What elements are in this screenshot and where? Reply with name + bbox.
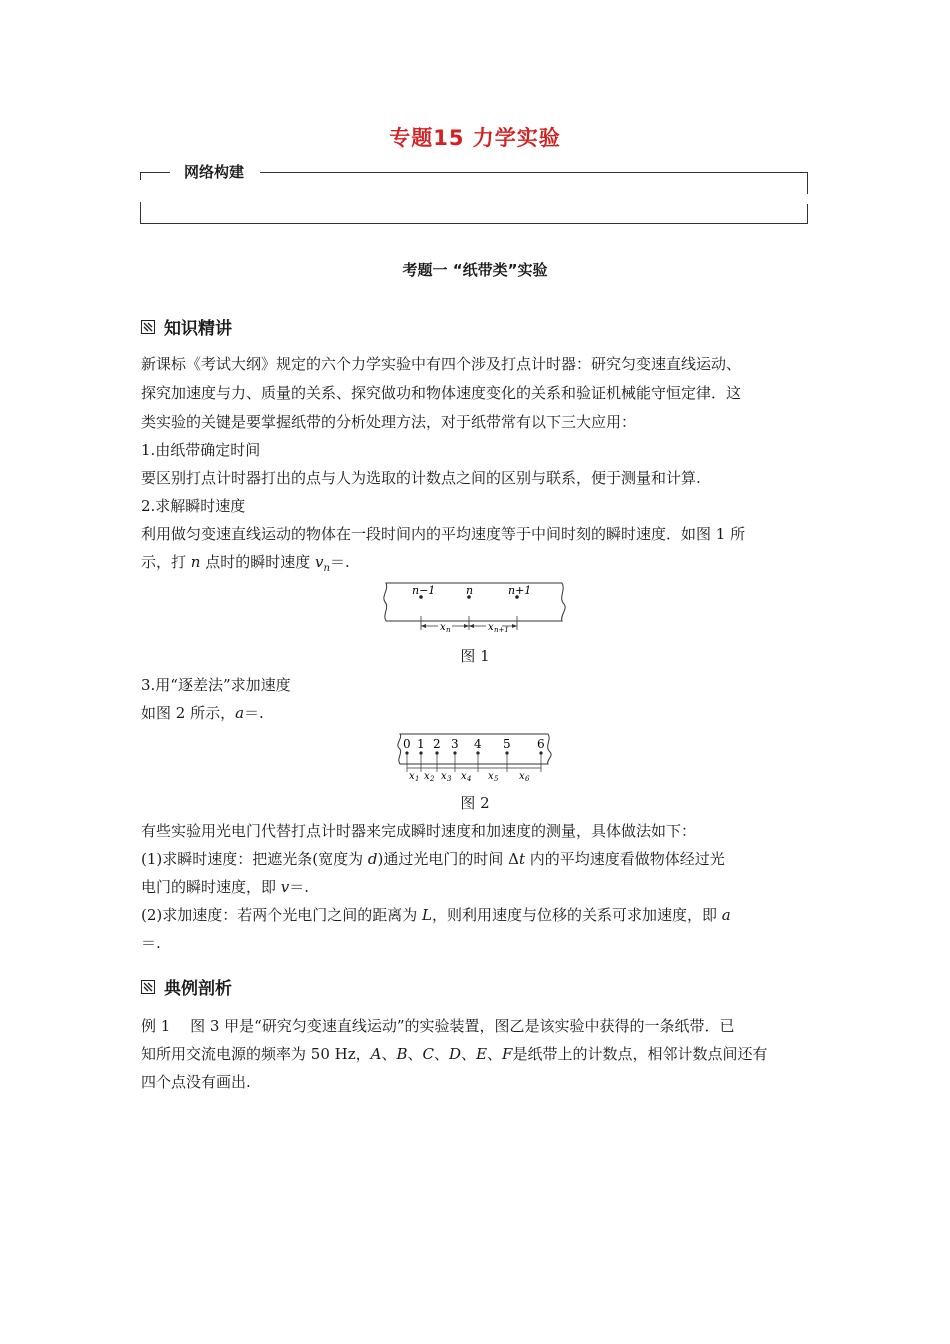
figure-1-caption: 图 1 (460, 647, 490, 665)
photogate-2-line2: ＝. (141, 934, 161, 952)
fig1-seg-x-n1-sub: n+1 (494, 626, 509, 634)
svg-text:2: 2 (430, 775, 435, 783)
fig2-seg-2: x (424, 771, 430, 782)
figure-1-tape (378, 580, 570, 636)
fig1-seg-x-n: x (440, 622, 446, 633)
section-heading-knowledge (141, 314, 232, 339)
intro-line-3: 类实验的关键是要掌握纸带的分析处理方法，对于纸带常有以下三大应用： (141, 413, 637, 431)
fig2-point-6: 6 (537, 737, 545, 751)
photogate-2-line1: (2)求加速度：若两个光电门之间的距离为 L，则利用速度与位移的关系可求加速度，即 a (141, 906, 731, 924)
section-heading-label: 典例剖析 (164, 979, 232, 999)
fig1-label-n-plus-1: n+1 (508, 584, 532, 597)
svg-text:3: 3 (447, 775, 452, 783)
item3-body: 如图 2 所示，a＝. (141, 704, 264, 722)
fig2-point-2: 2 (433, 737, 441, 751)
example-1-line3: 四个点没有画出. (141, 1073, 251, 1091)
fig2-seg-4: x (461, 771, 467, 782)
svg-text:4: 4 (467, 775, 472, 783)
fig2-point-3: 3 (451, 737, 459, 751)
item1-body: 要区别打点计时器打出的点与人为选取的计数点之间的区别与联系，便于测量和计算. (141, 469, 701, 487)
fig1-seg-x-n-sub: n (446, 626, 451, 634)
intro-line-1: 新课标《考试大纲》规定的六个力学实验中有四个涉及打点计时器：研究匀变速直线运动、 (141, 355, 742, 373)
item2-body-line2: 示，打 n 点时的瞬时速度 $v_n=$. (141, 553, 350, 574)
photogate-intro: 有些实验用光电门代替打点计时器来完成瞬时速度和加速度的测量，具体做法如下： (141, 822, 697, 840)
item1-title: 1.由纸带确定时间 (141, 441, 261, 459)
page-title: 专题15 力学实验 (389, 126, 561, 150)
fig1-seg-x-n1: x (488, 622, 494, 633)
section-heading-examples (141, 974, 232, 999)
fig2-point-5: 5 (503, 737, 511, 751)
fig1-label-n: n (466, 584, 474, 597)
fig2-point-0: 0 (403, 737, 411, 751)
svg-text:1: 1 (415, 775, 420, 783)
item3-title: 3.用“逐差法”求加速度 (141, 676, 291, 694)
intro-line-2: 探究加速度与力、质量的关系、探究做功和物体速度变化的关系和验证机械能守恒定律．这 (141, 384, 742, 402)
figure-2-caption: 图 2 (460, 794, 490, 812)
fig2-point-4: 4 (474, 737, 482, 751)
example-1-line2: 知所用交流电源的频率为 50 Hz，A、B、C、D、E、F是纸带上的计数点，相邻计数点间还有 (141, 1045, 768, 1063)
item2-title: 2.求解瞬时速度 (141, 497, 246, 515)
topic-heading: 考题一 “纸带类”实验 (402, 261, 548, 279)
fig2-point-1: 1 (417, 737, 425, 751)
photogate-1-line1: (1)求瞬时速度：把遮光条(宽度为 d)通过光电门的时间 Δt 内的平均速度看做物体经过光 (141, 850, 725, 868)
section-heading-label: 知识精讲 (164, 319, 232, 339)
svg-text:5: 5 (494, 775, 499, 783)
photogate-1-line2: 电门的瞬时速度，即 v＝. (141, 878, 310, 896)
fig1-label-n-minus-1: n−1 (412, 584, 436, 597)
example-1-line1: 例 1 图 3 甲是“研究匀变速直线运动”的实验装置，图乙是该实验中获得的一条纸带．已 (141, 1017, 735, 1035)
figure-2-tape (394, 732, 556, 784)
section-marker-icon (141, 980, 155, 994)
fig2-seg-5: x (488, 771, 494, 782)
section-marker-icon (141, 320, 155, 334)
fig2-seg-6: x (519, 771, 525, 782)
network-construction-label: 网络构建 (178, 161, 250, 182)
fig2-seg-1: x (409, 771, 415, 782)
svg-text:6: 6 (525, 775, 530, 783)
fig2-seg-3: x (441, 771, 447, 782)
item2-body-line1: 利用做匀变速直线运动的物体在一段时间内的平均速度等于中间时刻的瞬时速度．如图 1 所 (141, 525, 746, 543)
